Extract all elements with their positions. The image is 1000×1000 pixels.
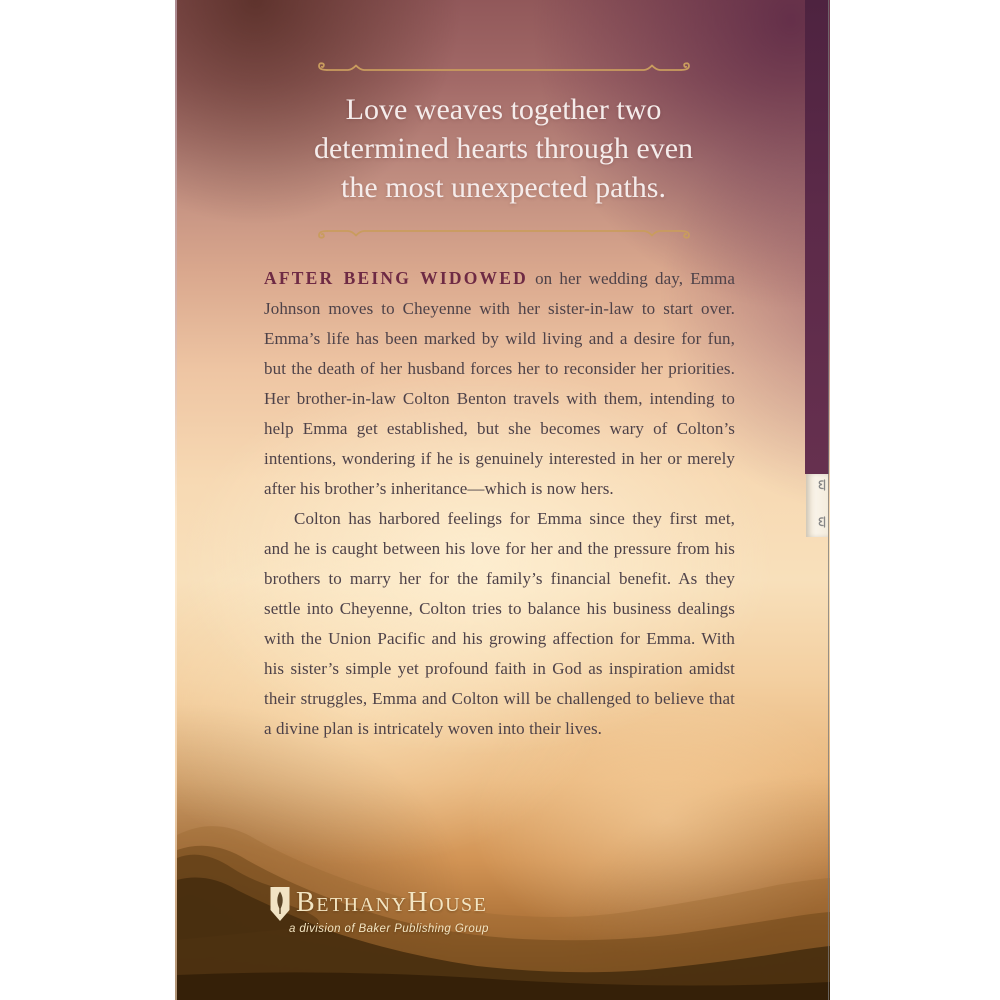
flourish-line <box>327 66 681 71</box>
synopsis <box>264 263 735 744</box>
synopsis-paragraph-2: Colton has harbored feelings for Emma since they first met, and he is caught between his love for her and the pressure from his brothers to marry her for the family’s financial benefit. As they settle into Cheyenne, Colton tries to balance his business dealings with the Union Pacific and his growing affection for Emma. With his sister’s simple yet profound faith in God as inspiration amidst their struggles, Emma and Colton will be challenged to believe that a divine plan is intricately woven into their lives. <box>264 509 735 738</box>
flourish-divider-top <box>314 60 694 76</box>
flourish-right-curl <box>681 63 689 70</box>
page-curl-icon <box>816 479 826 491</box>
treeline-silhouette <box>177 740 830 1000</box>
publisher-division: a division of Baker Publishing Group <box>289 923 489 935</box>
synopsis-paragraph-1-text: on her wedding day, Emma Johnson moves to Cheyenne with her sister-in-law to start over. Emma’s life has been marked by wild living and a desire for fun, but the death of her husband forces her to reconsider her priorities. Her brother-in-law Colton Benton travels with them, intending to help Emma get established, but she becomes wary of Colton’s intentions, wondering if he is genuinely interested in her or merely after his brother’s inheritance—which is now hers. <box>264 269 735 498</box>
synopsis-lead-in: AFTER BEING WIDOWED <box>264 268 528 288</box>
flourish-line <box>327 231 681 236</box>
page-curl-icon <box>816 516 826 528</box>
tagline-line-1: Love weaves together two <box>345 93 662 126</box>
bethany-house-flame-icon <box>269 886 291 922</box>
flourish-left-curl <box>319 63 327 70</box>
publisher-logo <box>269 886 589 935</box>
front-cover-edge-strip <box>805 0 829 474</box>
tagline-line-3: the most unexpected paths. <box>341 171 666 204</box>
tagline-line-2: determined hearts through even <box>313 132 694 165</box>
flourish-left-curl <box>319 231 327 238</box>
publisher-name: BETHANYHOUSE <box>296 887 488 918</box>
flourish-divider-bottom <box>314 225 694 241</box>
photo-edge-line <box>828 0 829 1000</box>
cover-tagline <box>177 90 830 207</box>
flourish-right-curl <box>681 231 689 238</box>
book-back-cover <box>175 0 830 1000</box>
page-block <box>806 474 828 537</box>
synopsis-paragraph-1 <box>264 263 735 504</box>
